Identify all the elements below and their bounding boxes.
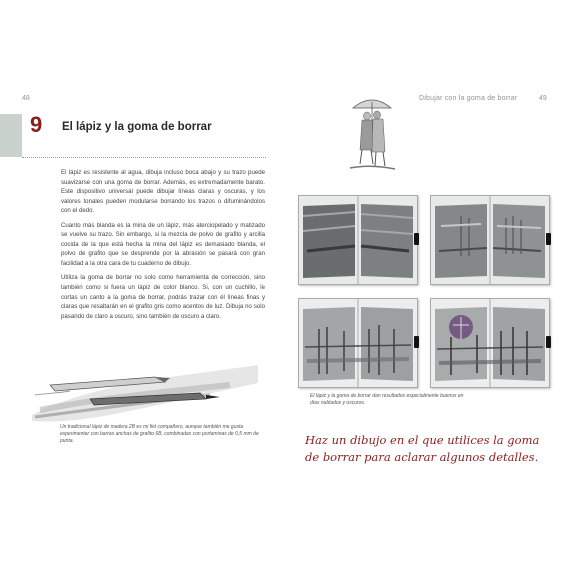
caption-right: El lápiz y la goma de borrar dan resultados especialmente buenos en días nublados y oscuros. <box>310 393 464 407</box>
sketchbook-elastic <box>546 336 551 348</box>
running-header: Dibujar con la goma de borrar <box>419 95 518 102</box>
sketchbook-elastic <box>414 233 419 245</box>
sketchbook-elastic <box>414 336 419 348</box>
caption-left: Un tradicional lápiz de madera 2B es mi fiel compañero, aunque también me gusta experimentar con barras anchas de grafito 6B, combinadas con portaminas de 0,5 mm de punta. <box>60 424 259 445</box>
paragraph: Cuanto más blanda es la mina de un lápiz, más aterciopelado y matizado se vuelve su trazo. Sin embargo, si la mezcla de polvo de grafito y arcilla cocida de la que está hecha la mina del lápiz es demasiado blanda, el polvo de grafito que se desprende por la abrasión se pasará con gran facilidad a la otra cara de tu cuaderno de dibujo. <box>61 221 265 267</box>
page-number-right: 49 <box>539 95 547 102</box>
umbrella-figures-sketch <box>345 94 400 174</box>
paragraph: El lápiz es resistente al agua, dibuja incluso boca abajo y su trazo puede suavizarse con una goma de borrar. Además, es extremadamente barato. Este dispositivo universal puede dibujar líneas claras y oscuras, y los valores tonales pueden modularse borrando los trazos o difuminándolos con el dedo. <box>61 169 265 215</box>
paragraph: Utiliza la goma de borrar no solo como herramienta de corrección, sino también como si fuera un lápiz de color blanco. Si, con un cuchillo, le cortas un canto a la goma de borrar, podrás trazar con él líneas finas y claras que resaltarán en el grafito gris como acentos de luz. Dibuja no solo pasando de claro a oscuro, sino también de oscuro a claro. <box>61 274 265 320</box>
body-text <box>61 168 265 326</box>
pencil-sketch-illustration <box>30 355 260 425</box>
sketchbook-panel-2 <box>430 195 550 285</box>
chapter-tab <box>0 114 22 157</box>
handwritten-exercise: Haz un dibujo en el que utilices la goma de borrar para aclarar algunos detalles. <box>305 433 540 464</box>
title-divider <box>22 157 266 158</box>
page-number-left: 48 <box>22 95 30 102</box>
chapter-title: El lápiz y la goma de borrar <box>62 121 212 133</box>
sketchbook-panel-3 <box>298 298 418 388</box>
sketchbook-panel-1 <box>298 195 418 285</box>
sketchbook-elastic <box>546 233 551 245</box>
sketchbook-panel-4 <box>430 298 550 388</box>
chapter-number: 9 <box>30 112 43 137</box>
